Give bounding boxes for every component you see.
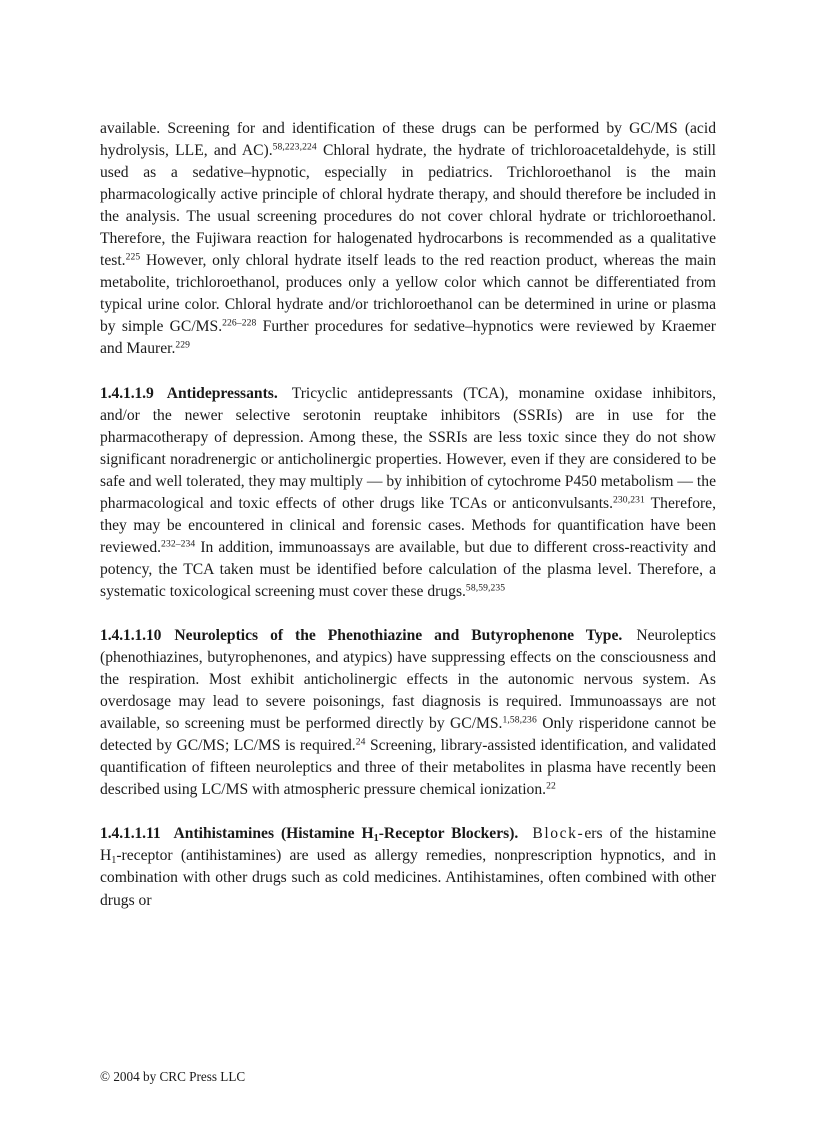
reference-superscript: 225 (125, 251, 141, 263)
letterspaced-word: Block- (532, 825, 585, 843)
section-number: 1.4.1.1.11 (100, 825, 161, 843)
reference-superscript: 230,231 (613, 494, 645, 506)
reference-superscript: 232–234 (161, 538, 196, 550)
section-1-4-1-1-9: 1.4.1.1.9 Antidepressants. Tricyclic antidepressants (TCA), monamine oxidase inhibitors, and/or the newer selective serotonin reuptake inhibitors (SSRIs) are in use for the pharmacotherapy of depression. Among these, the SSRIs are less toxic since they do not show significant noradrenergic or anticholinergic properties. However, even if they are considered to be safe and well tolerated, they may multiply — by inhibition of cytochrome P450 metabolism — the pharmacological and toxic effects of other drugs like TCAs or anticonvulsants.$^{230,231}$ Therefore, they may be encountered in clinical and forensic cases. Methods for quantification have been reviewed.$^{232-234}$ In addition, immunoassays are available, but due to different cross-reactivity and potency, the TCA taken must be identified before calculation of the plasma level. Therefore, a systematic toxicological screening must cover these drugs.$^{58,59,235}$ (100, 384, 717, 600)
section-title (173, 825, 519, 845)
section-title: Neuroleptics of the Phenothiazine and Butyrophenone Type. (174, 626, 623, 644)
section-title-part: Antihistamines (Histamine H (173, 825, 374, 843)
page-footer-copyright: © 2004 by CRC Press LLC (100, 1069, 246, 1084)
reference-superscript: 58,59,235 (465, 582, 506, 594)
section-number: 1.4.1.1.9 (100, 384, 154, 402)
reference-superscript: 1,58,236 (502, 714, 537, 726)
reference-superscript: 229 (175, 339, 191, 351)
section-title: Antidepressants. (166, 384, 278, 402)
subscript-one: 1 (111, 855, 117, 867)
reference-superscript: 22 (546, 780, 556, 792)
section-1-4-1-1-11: 1.4.1.1.11 Antihistamines (Histamine $H_1$-Receptor Blockers). Block-ers of the histamine $H_1$-receptor (antihistamines) are used as allergy remedies, nonprescription hypnotics, and in combination with other drugs such as cold medicines. Antihistamines, often combined with other drugs or (100, 825, 716, 909)
reference-superscript: 226–228 (222, 317, 257, 329)
paragraph-intro: available. Screening for and identification of these drugs can be performed by GC/MS (acid hydrolysis, LLE, and AC).$^{58,223,224}$ Chloral hydrate, the hydrate of trichloroacetaldehyde, is still used as a sedative–hypnotic, especially in pediatrics. Trichloroethanol is the main pharmacologically active principle of chloral hydrate therapy, and should therefore be included in the analysis. The usual screening procedures do not cover chloral hydrate or trichloroethanol. Therefore, the Fujiwara reaction for halogenated hydrocarbons is recommended as a qualitative test.$^{225}$ However, only chloral hydrate itself leads to the red reaction product, whereas the main metabolite, trichloroethanol, produces only a yellow color which cannot be differentiated from typical urine color. Chloral hydrate and/or trichloroethanol can be determined in urine or plasma by simple GC/MS.$^{226-228}$ Further procedures for sedative–hypnotics were reviewed by Kraemer and Maurer.$^{229}$ (100, 120, 716, 358)
reference-superscript: 24 (355, 736, 366, 748)
reference-superscript: 58,223,224 (272, 141, 317, 153)
section-number: 1.4.1.1.10 (100, 626, 162, 644)
section-1-4-1-1-10: 1.4.1.1.10 Neuroleptics of the Phenothiazine and Butyrophenone Type. Neuroleptics (phenothiazines, butyrophenones, and atypics) have suppressing effects on the consciousness and the respiration. Most exhibit anticholinergic effects in the autonomic nervous system. As overdosage may lead to severe poisonings, fast diagnosis is required. Immunoassays are not available, so screening must be performed directly by GC/MS.$^{1,58,236}$ Only risperidone cannot be detected by GC/MS; LC/MS is required.$^{24}$ Screening, library-assisted identification, and validated quantification of fifteen neuroleptics and three of their metabolites in plasma have recently been described using LC/MS with atmospheric pressure chemical ionization.$^{22}$ (100, 626, 716, 799)
text-column (100, 118, 716, 912)
subscript-one: 1 (373, 833, 379, 845)
section-title-part: -Receptor Blockers). (378, 825, 519, 843)
